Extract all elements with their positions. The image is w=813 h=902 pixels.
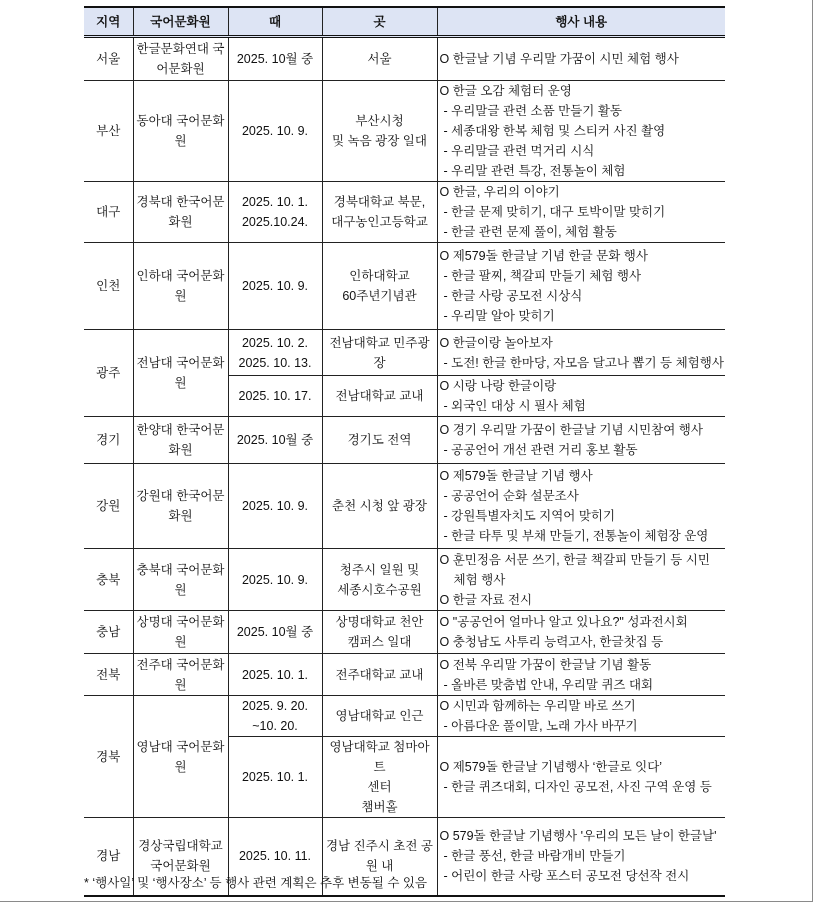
place-cell: 상명대학교 천안 캠퍼스 일대 xyxy=(322,611,437,654)
institute-cell: 상명대 국어문화원 xyxy=(133,611,228,654)
institute-cell: 전주대 국어문화원 xyxy=(133,654,228,696)
hangul-day-events-table xyxy=(84,6,725,897)
table-row xyxy=(84,417,725,464)
region-cell: 광주 xyxy=(84,330,133,417)
region-cell: 강원 xyxy=(84,464,133,549)
header-date: 때 xyxy=(228,7,322,37)
region-cell: 전북 xyxy=(84,654,133,696)
event-item: O 충청남도 사투리 능력고사, 한글찻집 등 xyxy=(439,635,664,649)
event-content-cell xyxy=(437,182,725,243)
event-item: O 한글 오감 체험터 운영 xyxy=(439,84,572,98)
date-cell: 2025. 10. 1. xyxy=(228,737,322,818)
event-content-cell xyxy=(437,417,725,464)
event-item: O 한글, 우리의 이야기 xyxy=(439,185,560,199)
event-item: O 경기 우리말 가꿈이 한글날 기념 시민참여 행사 xyxy=(439,423,703,437)
institute-cell: 전남대 국어문화원 xyxy=(133,330,228,417)
event-sub-item: - 강원특별자치도 지역어 맞히기 xyxy=(443,509,616,523)
event-item: O 시민과 함께하는 우리말 바로 쓰기 xyxy=(439,699,636,713)
event-sub-item: - 공공언어 개선 관련 거리 홍보 활동 xyxy=(443,443,638,457)
date-cell: 2025. 10. 1. 2025.10.24. xyxy=(228,182,322,243)
event-item: O 한글 자료 전시 xyxy=(439,592,533,607)
place-cell: 영남대학교 첨마아트 센터 챔버홀 xyxy=(322,737,437,818)
institute-cell: 경북대 한국어문화원 xyxy=(133,182,228,243)
region-cell: 충남 xyxy=(84,611,133,654)
event-item: O 훈민정음 서문 쓰기, 한글 책갈피 만들기 등 시민 체험 행사 xyxy=(439,552,710,587)
event-content-cell xyxy=(437,818,725,896)
event-sub-item: - 어린이 한글 사랑 포스터 공모전 당선작 전시 xyxy=(443,869,690,884)
footnote: * ‘행사일’ 및 ‘행사장소’ 등 행사 관련 계획은 추후 변동될 수 있음 xyxy=(84,876,428,890)
event-content-cell xyxy=(437,330,725,376)
table-row xyxy=(84,81,725,182)
region-cell: 인천 xyxy=(84,243,133,330)
region-cell: 충북 xyxy=(84,549,133,611)
table-row xyxy=(84,654,725,696)
event-sub-item: - 한글 퀴즈대회, 디자인 공모전, 사진 구역 운영 등 xyxy=(443,780,712,794)
place-cell: 부산시청 및 녹음 광장 일대 xyxy=(322,81,437,182)
place-cell: 인하대학교 60주년기념관 xyxy=(322,243,437,330)
event-sub-item: - 한글 팔찌, 책갈피 만들기 체험 행사 xyxy=(443,269,642,283)
event-sub-item: - 한글 관련 문제 풀이, 체험 활동 xyxy=(443,225,617,239)
institute-cell: 한글문화연대 국어문화원 xyxy=(133,37,228,81)
event-content-cell xyxy=(437,376,725,417)
event-sub-item: - 우리말 알아 맞히기 xyxy=(443,309,555,323)
event-item: O "공공언어 얼마나 알고 있나요?" 성과전시회 xyxy=(439,615,688,629)
place-cell: 전주대학교 교내 xyxy=(322,654,437,696)
institute-cell: 영남대 국어문화원 xyxy=(133,696,228,818)
date-cell: 2025. 10월 중 xyxy=(228,611,322,654)
event-item: O 한글이랑 놀아보자 xyxy=(439,335,553,350)
place-cell: 전남대학교 민주광장 xyxy=(322,330,437,376)
region-cell: 부산 xyxy=(84,81,133,182)
event-item: O 579돌 한글날 기념행사 '우리의 모든 날이 한글날' xyxy=(439,829,717,844)
date-cell: 2025. 10. 9. xyxy=(228,549,322,611)
event-content-cell xyxy=(437,737,725,818)
event-item: O 제579돌 한글날 기념 한글 문화 행사 xyxy=(439,249,648,263)
event-sub-item: - 아름다운 풀이말, 노래 가사 바꾸기 xyxy=(443,719,638,733)
date-cell: 2025. 10. 2. 2025. 10. 13. xyxy=(228,330,322,376)
table-row xyxy=(84,464,725,549)
date-cell: 2025. 10월 중 xyxy=(228,417,322,464)
date-cell: 2025. 9. 20. ~10. 20. xyxy=(228,696,322,737)
event-content-cell xyxy=(437,464,725,549)
header-region: 지역 xyxy=(84,7,133,37)
institute-cell: 동아대 국어문화원 xyxy=(133,81,228,182)
event-sub-item: - 공공언어 순화 설문조사 xyxy=(443,489,579,503)
event-sub-item: - 외국인 대상 시 필사 체험 xyxy=(443,399,586,413)
event-content-cell xyxy=(437,243,725,330)
table-header-row xyxy=(84,7,725,37)
event-content-cell xyxy=(437,611,725,654)
header-content: 행사 내용 xyxy=(437,7,725,37)
region-cell: 경북 xyxy=(84,696,133,818)
date-cell: 2025. 10. 17. xyxy=(228,376,322,417)
date-cell: 2025. 10. 9. xyxy=(228,81,322,182)
event-content-cell xyxy=(437,37,725,81)
table-row xyxy=(84,37,725,81)
region-cell: 경기 xyxy=(84,417,133,464)
event-sub-item: - 도전! 한글 한마당, 자모음 달고나 뽑기 등 체험행사 xyxy=(443,355,724,370)
region-cell: 서울 xyxy=(84,37,133,81)
institute-cell: 충북대 국어문화원 xyxy=(133,549,228,611)
table-row xyxy=(84,549,725,611)
place-cell: 전남대학교 교내 xyxy=(322,376,437,417)
table-row xyxy=(84,182,725,243)
table-row xyxy=(84,243,725,330)
date-cell: 2025. 10. 9. xyxy=(228,464,322,549)
event-sub-item: - 우리말 관련 특강, 전통놀이 체험 xyxy=(443,164,626,178)
event-sub-item: - 올바른 맞춤법 안내, 우리말 퀴즈 대회 xyxy=(443,677,654,692)
region-cell: 경남 xyxy=(84,818,133,896)
event-sub-item: - 한글 문제 맞히기, 대구 토박이말 맞히기 xyxy=(443,205,666,219)
event-content-cell xyxy=(437,696,725,737)
table-row xyxy=(84,330,725,376)
institute-cell: 한양대 한국어문화원 xyxy=(133,417,228,464)
place-cell: 경북대학교 북문, 대구농인고등학교 xyxy=(322,182,437,243)
header-place: 곳 xyxy=(322,7,437,37)
event-sub-item: - 우리말글 관련 소품 만들기 활동 xyxy=(443,104,623,118)
event-sub-item: - 한글 타투 및 부채 만들기, 전통놀이 체험장 운영 xyxy=(443,529,709,543)
event-content-cell xyxy=(437,654,725,696)
place-cell: 춘천 시청 앞 광장 xyxy=(322,464,437,549)
event-sub-item: - 세종대왕 한복 체험 및 스티커 사진 촬영 xyxy=(443,124,666,138)
place-cell: 영남대학교 인근 xyxy=(322,696,437,737)
date-cell: 2025. 10. 1. xyxy=(228,654,322,696)
event-item: O 시랑 나랑 한글이랑 xyxy=(439,379,557,393)
table-row xyxy=(84,696,725,737)
event-content-cell xyxy=(437,549,725,611)
institute-cell: 경상국립대학교 국어문화원 xyxy=(133,818,228,896)
event-sub-item: - 한글 풍선, 한글 바람개비 만들기 xyxy=(443,849,626,864)
event-item: O 전북 우리말 가꿈이 한글날 기념 활동 xyxy=(439,657,652,672)
event-sub-item: - 한글 사랑 공모전 시상식 xyxy=(443,289,583,303)
date-cell: 2025. 10월 중 xyxy=(228,37,322,81)
event-item: O 한글날 기념 우리말 가꿈이 시민 체험 행사 xyxy=(439,52,679,66)
place-cell: 경기도 전역 xyxy=(322,417,437,464)
institute-cell: 인하대 국어문화원 xyxy=(133,243,228,330)
region-cell: 대구 xyxy=(84,182,133,243)
event-item: O 제579돌 한글날 기념 행사 xyxy=(439,469,593,483)
event-item: O 제579돌 한글날 기념행사 ‘한글로 잇다’ xyxy=(439,760,663,774)
event-sub-item: - 우리말글 관련 먹거리 시식 xyxy=(443,144,595,158)
place-cell: 서울 xyxy=(322,37,437,81)
table-row xyxy=(84,611,725,654)
place-cell: 경남 진주시 초전 공원 내 xyxy=(322,818,437,896)
institute-cell: 강원대 한국어문화원 xyxy=(133,464,228,549)
date-cell: 2025. 10. 11. xyxy=(228,818,322,896)
place-cell: 청주시 일원 및 세종시호수공원 xyxy=(322,549,437,611)
header-institute: 국어문화원 xyxy=(133,7,228,37)
event-content-cell xyxy=(437,81,725,182)
date-cell: 2025. 10. 9. xyxy=(228,243,322,330)
